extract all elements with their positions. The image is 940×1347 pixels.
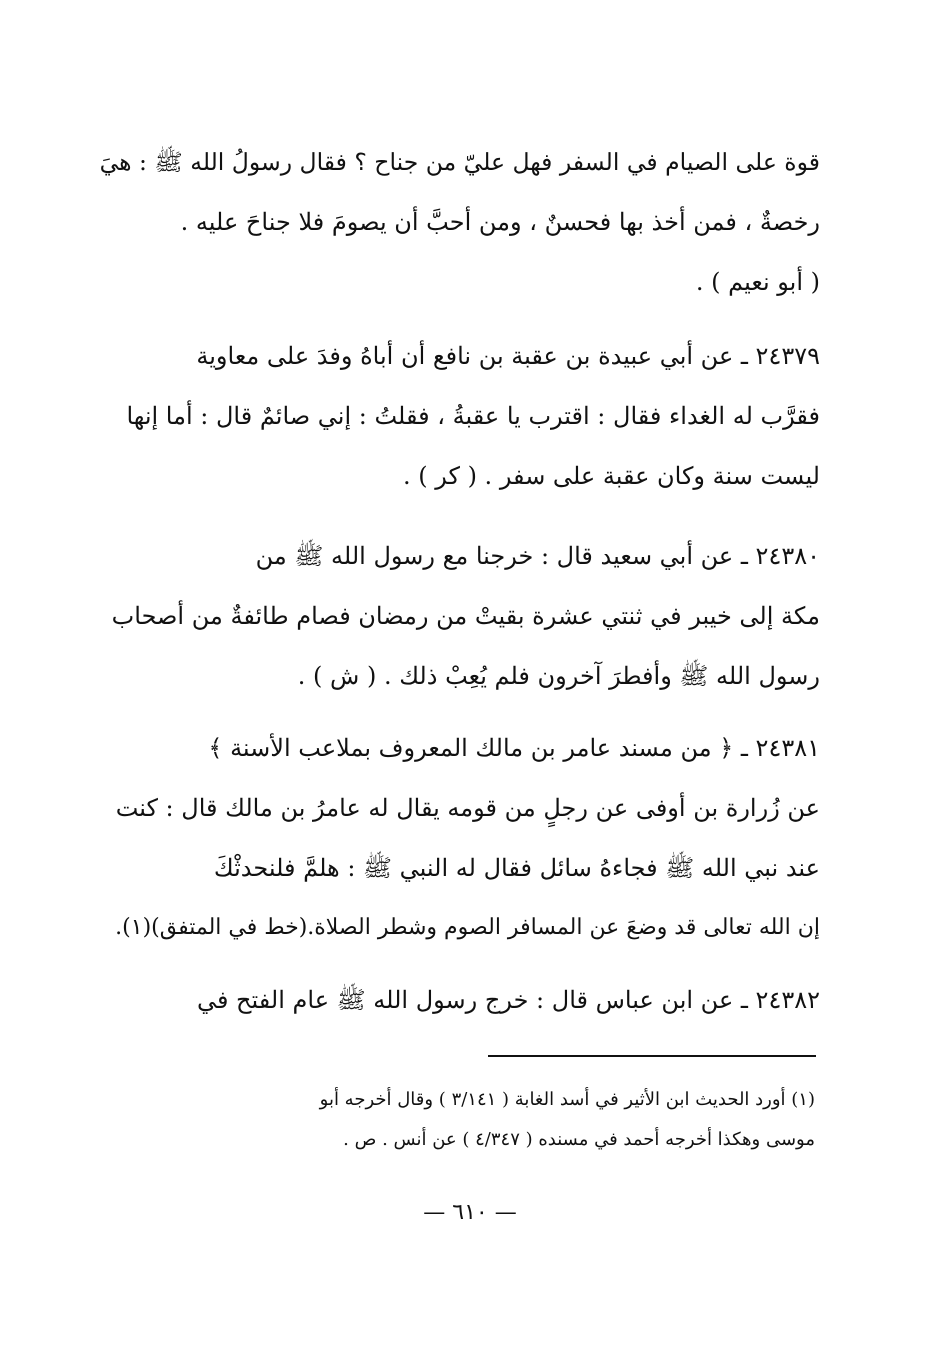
- paragraph-hadith-24380: [100, 526, 820, 706]
- paragraph-hadith-24379: [100, 326, 820, 506]
- footnotes: [110, 1080, 815, 1160]
- section-heading-line: ٢٤٣٨١ ـ ﴿ من مسند عامر بن مالك المعروف بملاعب الأسنة ﴾: [208, 734, 820, 762]
- page-number: — ٦١٠ —: [423, 1200, 517, 1225]
- text-line: عند نبي الله ﷺ فجاءهُ سائل فقال له النبي ﷺ : هلمَّ فلنحدثْكَ: [213, 854, 820, 882]
- text-line: ٢٤٣٧٩ ـ عن أبي عبيدة بن عقبة بن نافع أن أباهُ وفدَ على معاوية: [196, 342, 820, 370]
- text-line: قوة على الصيام في السفر فهل عليّ من جناح ؟ فقال رسولُ الله ﷺ : هيَ: [99, 148, 820, 176]
- paragraph-hadith-24382: [100, 970, 820, 1030]
- text-line: ليست سنة وكان عقبة على سفر . ( كر ) .: [403, 462, 820, 490]
- text-line: ( أبو نعيم ) .: [695, 268, 820, 296]
- footnote-line: موسى وهكذا أخرجه أحمد في مسنده ( ٤/٣٤٧ ) عن أنس . ص .: [343, 1129, 815, 1150]
- text-line: مكة إلى خيبر في ثنتي عشرة بقيتْ من رمضان فصام طائفةٌ من أصحاب: [111, 602, 820, 630]
- footnote-divider: [488, 1055, 816, 1057]
- paragraph-continued-hadith: [100, 132, 820, 312]
- footnote-line: (١) أورد الحديث ابن الأثير في أسد الغابة ( ٣/١٤١ ) وقال أخرجه أبو: [319, 1089, 815, 1110]
- text-line: رخصةٌ ، فمن أخذ بها فحسنٌ ، ومن أحبَّ أن يصومَ فلا جناحَ عليه .: [180, 208, 820, 236]
- paragraph-hadith-24381: [100, 718, 820, 958]
- text-line: إن الله تعالى قد وضعَ عن المسافر الصوم وشطر الصلاة.(خط في المتفق)(١).: [115, 915, 820, 940]
- text-line: فقرَّب له الغداء فقال : اقترب يا عقبةُ ، فقلتُ : إني صائمٌ قال : أما إنها: [126, 402, 820, 430]
- text-line: رسول الله ﷺ وأفطرَ آخرون فلم يُعِبْ ذلك . ( ش ) .: [297, 662, 820, 690]
- text-line: ٢٤٣٨٠ ـ عن أبي سعيد قال : خرجنا مع رسول الله ﷺ من: [255, 542, 820, 570]
- text-line: عن زُرارة بن أوفى عن رجلٍ من قومه يقال له عامرُ بن مالك قال : كنت: [115, 794, 820, 822]
- text-line: ٢٤٣٨٢ ـ عن ابن عباس قال : خرج رسول الله ﷺ عام الفتح في: [196, 986, 820, 1014]
